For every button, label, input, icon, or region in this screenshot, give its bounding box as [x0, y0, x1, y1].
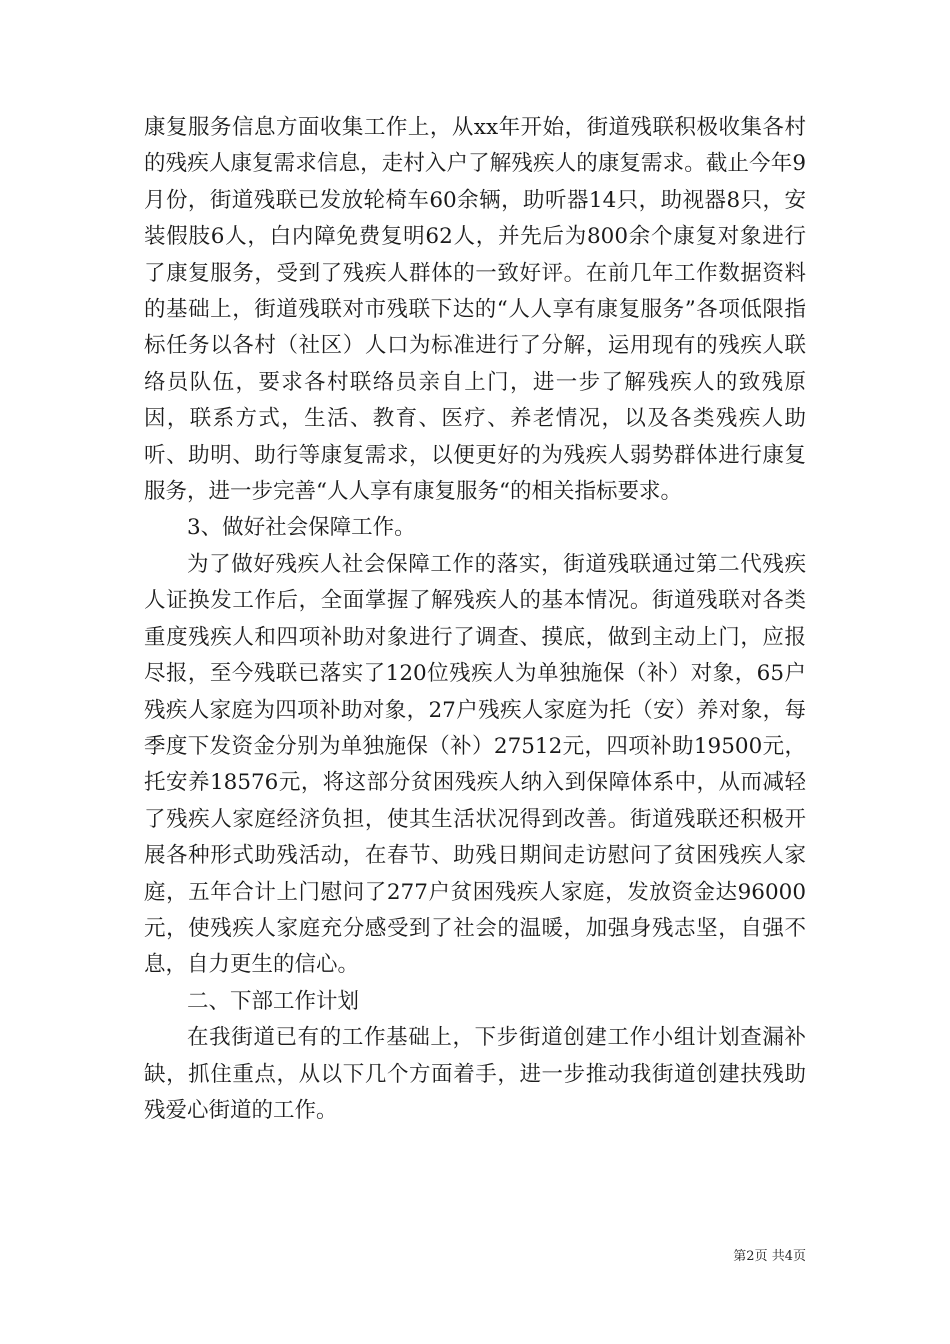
paragraph-social-security: 为了做好残疾人社会保障工作的落实，街道残联通过第二代残疾人证换发工作后，全面掌握了解残疾人的基本情况。街道残联对各类重度残疾人和四项补助对象进行了调查、摸底，做到主动上门，应报尽报，至今残联已落实了120位残疾人为单独施保（补）对象，65户残疾人家庭为四项补助对象，27户残疾人家庭为托（安）养对象，每季度下发资金分别为单独施保（补）27512元，四项补助19500元，托安养18576元，将这部分贫困残疾人纳入到保障体系中，从而减轻了残疾人家庭经济负担，使其生活状况得到改善。街道残联还积极开展各种形式助残活动，在春节、助残日期间走访慰问了贫困残疾人家庭，五年合计上门慰问了277户贫困残疾人家庭，发放资金达96000元，使残疾人家庭充分感受到了社会的温暖，加强身残志坚，自强不息，自力更生的信心。 [144, 551, 806, 978]
current-page-number: 2 [746, 1249, 755, 1264]
paragraph-next-plan: 在我街道已有的工作基础上，下步街道创建工作小组计划查漏补缺，抓住重点，从以下几个方面着手，进一步推动我街道创建扶残助残爱心街道的工作。 [144, 1025, 806, 1123]
page-suffix: 页 [792, 1249, 806, 1264]
document-body [144, 110, 806, 1129]
paragraph-rehab-info: 康复服务信息方面收集工作上，从xx年开始，街道残联积极收集各村的残疾人康复需求信息，走村入户了解残疾人的康复需求。截止今年9月份，街道残联已发放轮椅车60余辆，助听器14只，助视器8只，安装假肢6人，白内障免费复明62人，并先后为800余个康复对象进行了康复服务，受到了残疾人群体的一致好评。在前几年工作数据资料的基础上，街道残联对市残联下达的“人人享有康复服务”各项低限指标任务以各村（社区）人口为标准进行了分解，运用现有的残疾人联络员队伍，要求各村联络员亲自上门，进一步了解残疾人的致残原因，联系方式，生活、教育、医疗、养老情况，以及各类残疾人助听、助明、助行等康复需求，以便更好的为残疾人弱势群体进行康复服务，进一步完善“人人享有康复服务“的相关指标要求。 [144, 115, 806, 505]
page-prefix: 第 [733, 1249, 747, 1264]
section-heading-social-security: 3、做好社会保障工作。 [187, 515, 416, 541]
page-middle: 页 共 [754, 1249, 785, 1264]
page-number-footer [0, 1248, 806, 1266]
total-pages-number: 4 [784, 1249, 793, 1264]
section-heading-next-plan: 二、下部工作计划 [187, 988, 360, 1014]
